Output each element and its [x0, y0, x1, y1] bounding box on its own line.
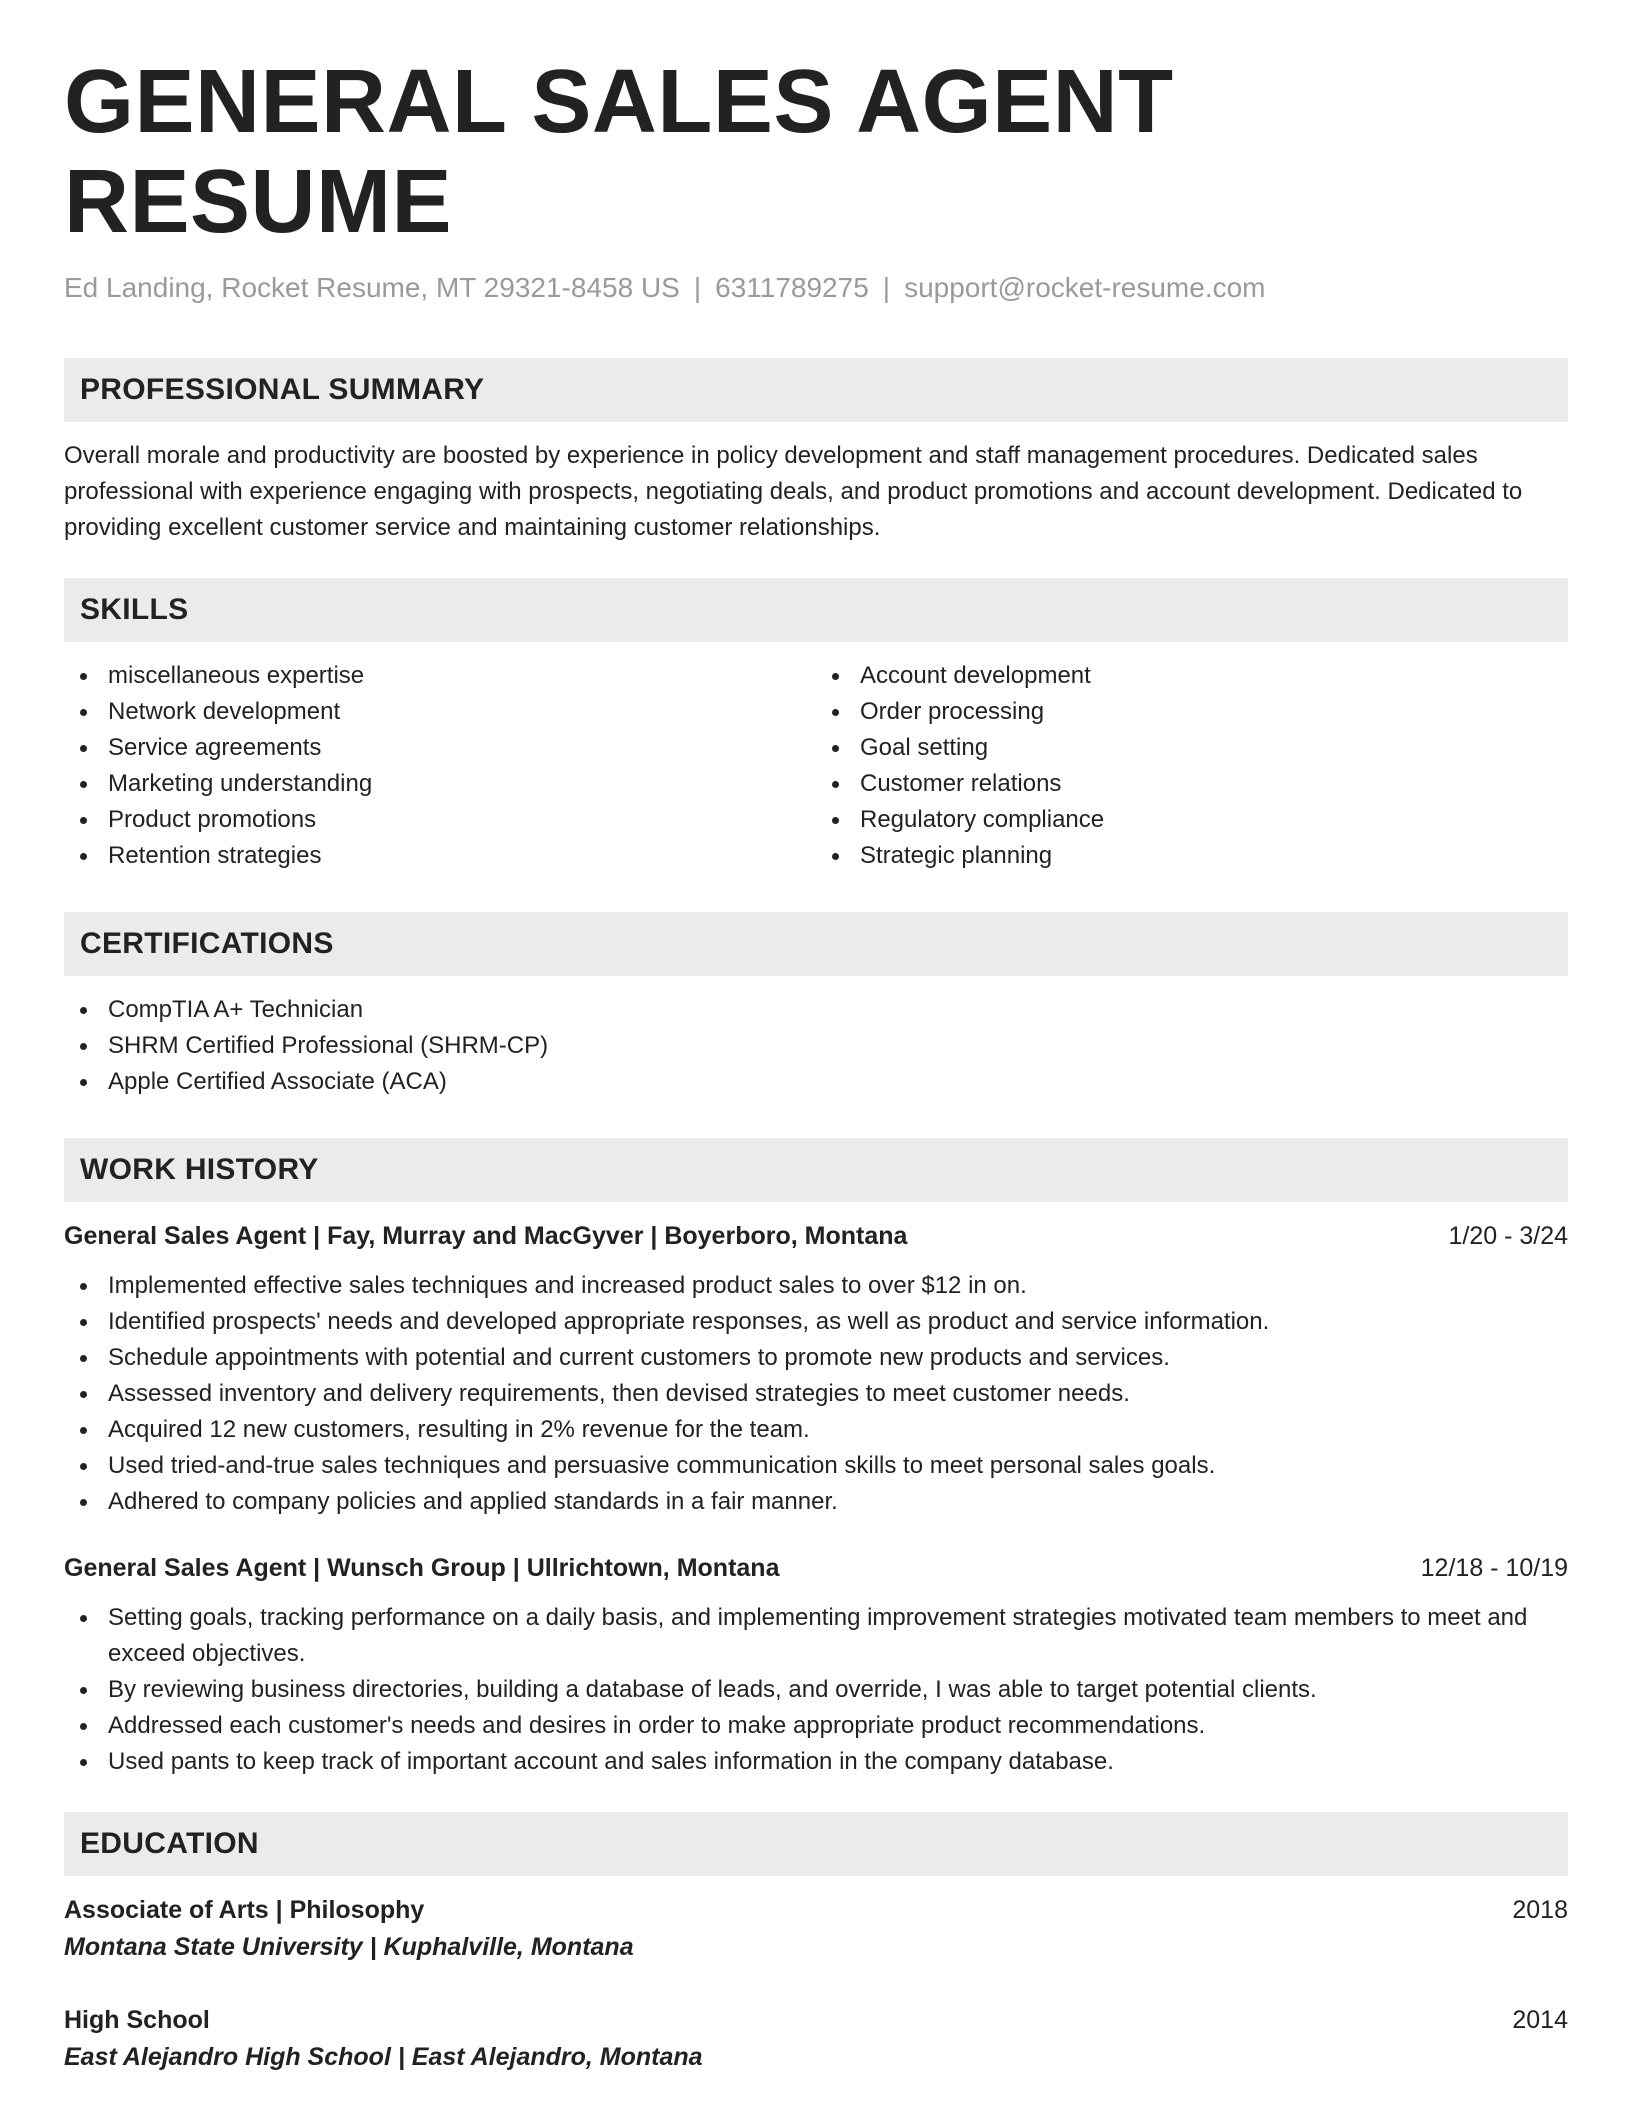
summary-heading: PROFESSIONAL SUMMARY: [64, 358, 1568, 422]
job-bullet: By reviewing business directories, building a database of leads, and override, I was able to target potential clients.: [64, 1672, 1568, 1708]
education-heading: EDUCATION: [64, 1812, 1568, 1876]
certifications-heading: CERTIFICATIONS: [64, 912, 1568, 976]
education-year: 2018: [1512, 1896, 1568, 1924]
job-bullet: Identified prospects' needs and developed appropriate responses, as well as product and service information.: [64, 1304, 1568, 1340]
job-entry: [64, 1550, 1568, 1780]
skill-item: Account development: [816, 658, 1568, 694]
skill-item: Product promotions: [64, 802, 816, 838]
job-bullet: Adhered to company policies and applied standards in a fair manner.: [64, 1484, 1568, 1520]
job-title: General Sales Agent | Fay, Murray and MacGyver | Boyerboro, Montana: [64, 1222, 908, 1250]
contact-phone: 6311789275: [715, 272, 869, 303]
skill-item: Regulatory compliance: [816, 802, 1568, 838]
education-entry: [64, 2002, 1568, 2076]
skill-item: Order processing: [816, 694, 1568, 730]
education-year: 2014: [1512, 2006, 1568, 2034]
skills-section: [64, 578, 1568, 874]
contact-separator: |: [882, 272, 891, 303]
skill-item: Service agreements: [64, 730, 816, 766]
certification-item: SHRM Certified Professional (SHRM-CP): [64, 1028, 1568, 1064]
work-history-heading: WORK HISTORY: [64, 1138, 1568, 1202]
skills-heading: SKILLS: [64, 578, 1568, 642]
job-entry: [64, 1218, 1568, 1520]
education-degree: High School: [64, 2006, 210, 2034]
education-section: [64, 1812, 1568, 2076]
skill-item: miscellaneous expertise: [64, 658, 816, 694]
contact-address: Ed Landing, Rocket Resume, MT 29321-8458 US: [64, 272, 680, 303]
contact-email: support@rocket-resume.com: [904, 272, 1266, 303]
skills-column-right: [816, 642, 1568, 874]
job-bullet: Addressed each customer's needs and desires in order to make appropriate product recommendations.: [64, 1708, 1568, 1744]
job-dates: 1/20 - 3/24: [1448, 1222, 1568, 1250]
certification-item: Apple Certified Associate (ACA): [64, 1064, 1568, 1100]
contact-line: [64, 270, 1568, 306]
education-header: [64, 2002, 1568, 2038]
education-degree: Associate of Arts | Philosophy: [64, 1896, 425, 1924]
job-dates: 12/18 - 10/19: [1420, 1554, 1568, 1582]
education-school: East Alejandro High School | East Alejandro, Montana: [64, 2043, 703, 2071]
job-title: General Sales Agent | Wunsch Group | Ullrichtown, Montana: [64, 1554, 780, 1582]
job-bullet: Implemented effective sales techniques and increased product sales to over $12 in on.: [64, 1268, 1568, 1304]
job-bullet: Used tried-and-true sales techniques and persuasive communication skills to meet personal sales goals.: [64, 1448, 1568, 1484]
certifications-section: [64, 912, 1568, 1100]
page-title: GENERAL SALES AGENT RESUME: [64, 52, 1174, 252]
job-bullet: Acquired 12 new customers, resulting in 2% revenue for the team.: [64, 1412, 1568, 1448]
job-bullet: Setting goals, tracking performance on a daily basis, and implementing improvement strategies motivated team members to meet and exceed objectives.: [64, 1600, 1568, 1672]
skill-item: Network development: [64, 694, 816, 730]
contact-separator: |: [693, 272, 702, 303]
job-bullet: Assessed inventory and delivery requirements, then devised strategies to meet customer needs.: [64, 1376, 1568, 1412]
summary-section: [64, 358, 1568, 546]
skill-item: Goal setting: [816, 730, 1568, 766]
education-header: [64, 1892, 1568, 1928]
job-header: [64, 1218, 1568, 1254]
job-header: [64, 1550, 1568, 1586]
work-history-section: [64, 1138, 1568, 1780]
job-bullet: Used pants to keep track of important account and sales information in the company database.: [64, 1744, 1568, 1780]
summary-text: Overall morale and productivity are boosted by experience in policy development and staff management procedures. Dedicated sales professional with experience engaging with prospects, negotiating deals, and product promotions and account development. Dedicated to providing excellent customer service and maintaining customer relationships.: [64, 442, 1523, 541]
education-entry: [64, 1892, 1568, 1966]
skill-item: Marketing understanding: [64, 766, 816, 802]
skill-item: Customer relations: [816, 766, 1568, 802]
certification-item: CompTIA A+ Technician: [64, 992, 1568, 1028]
education-school: Montana State University | Kuphalville, Montana: [64, 1933, 634, 1961]
skill-item: Strategic planning: [816, 838, 1568, 874]
skills-grid: [64, 642, 1568, 874]
skills-column-left: [64, 642, 816, 874]
skill-item: Retention strategies: [64, 838, 816, 874]
job-bullet: Schedule appointments with potential and current customers to promote new products and services.: [64, 1340, 1568, 1376]
